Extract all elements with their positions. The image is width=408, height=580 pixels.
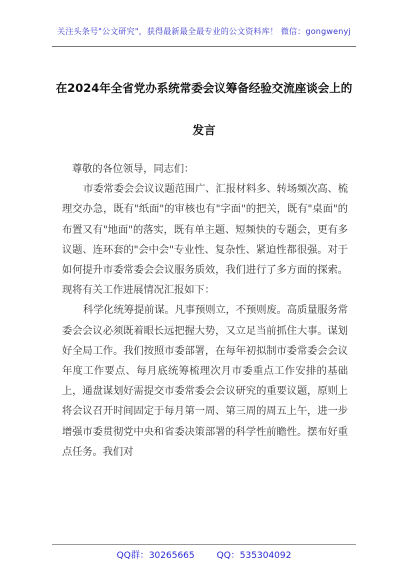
footer-divider [52,544,356,545]
qq-number-text: QQ：535304092 [216,551,292,561]
document-title: 在2024年全省党办系统常委会议筹备经验交流座谈会上的 [55,81,353,95]
footer-contact [0,548,408,561]
header-banner: 关注头条号"公文研究"，获得最新最全最专业的公文资料库！ 微信：gongwenyj [57,27,351,36]
paragraph: 市委常委会会议议题范围广、汇报材料多、转场频次高、梳理交办急，既有"纸面"的审核也有"字面"的把关，既有"桌面"的布置又有"地面"的落实，既有单主题、短频快的专题会，更有多议题、连环套的"会中会"专业性、复杂性、紧迫性都很强。对于如何提升市委常委会会议服务质效，我们进行了多方面的探索。现将有关工作进展情况汇报如下： [62,184,348,297]
salutation: 尊敬的各位领导，同志们： [72,164,195,175]
qq-group-text: QQ群：30265665 [116,551,195,561]
header-divider [52,46,356,47]
paragraph: 科学化统筹提前谋。凡事预则立，不预则废。高质量服务常委会会议必须既着眼长远把握大势，又立足当前抓住大事。谋划好全局工作。我们按照市委部署，在每年初拟制市委常委会会议年度工作要点、每月底统筹梳理次月市委重点工作安排的基础上，通盘谋划好需提交市委常委会会议研究的重要议题，原则上将会议召开时间固定于每月第一周、第三周的周五上午，进一步增强市委贯彻党中央和省委决策部署的科学性前瞻性。摆布好重点任务。我们对 [62,305,348,458]
document-title-continued: 发言 [192,123,216,137]
document-body [62,160,348,463]
